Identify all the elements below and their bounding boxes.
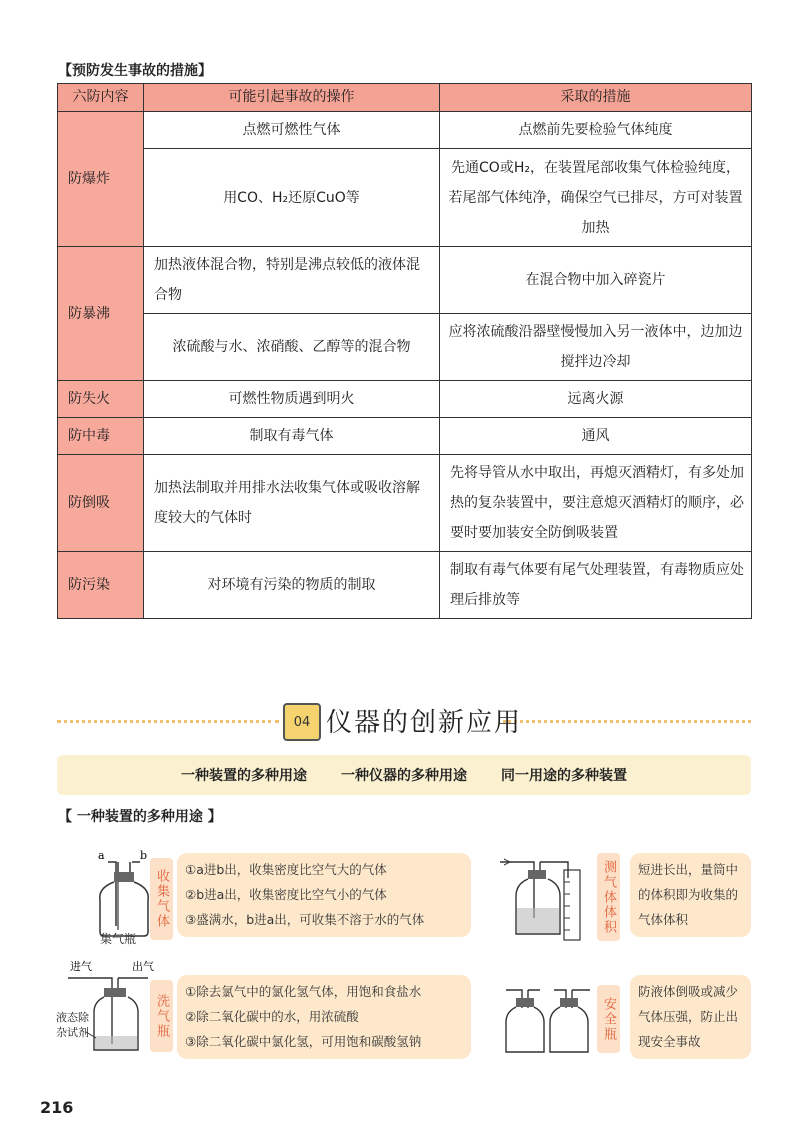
measure-cell: 制取有毒气体要有尾气处理装置，有毒物质应处理后排放等 — [440, 552, 752, 619]
operation-cell: 加热法制取并用排水法收集气体或吸收溶解度较大的气体时 — [144, 455, 440, 552]
category-cell: 防倒吸 — [58, 455, 144, 552]
note-line: ②b进a出，收集密度比空气小的气体 — [185, 887, 387, 902]
tag-collect-gas: 收集气体 — [150, 858, 173, 940]
banner-item: 同一用途的多种装置 — [501, 768, 627, 784]
note-safety-bottle: 防液体倒吸或减少气体压强，防止出现安全事故 — [630, 975, 751, 1059]
category-cell: 防失火 — [58, 381, 144, 418]
gas-washing-bottle-diagram — [56, 958, 156, 1058]
note-line: ②除二氧化碳中的水，用浓硫酸 — [185, 1009, 359, 1024]
header-measure: 采取的措施 — [440, 84, 752, 112]
measure-cell: 应将浓硫酸沿器壁慢慢加入另一液体中，边加边搅拌边冷却 — [440, 314, 752, 381]
page-number: 216 — [40, 1098, 74, 1117]
label-reagent: 液态除杂试剂 — [56, 1011, 89, 1039]
topic-banner — [57, 755, 751, 795]
safety-table — [57, 83, 752, 619]
table-row — [58, 112, 752, 149]
measure-cell: 点燃前先要检验气体纯度 — [440, 112, 752, 149]
table-row — [58, 314, 752, 381]
tag-measure-volume: 测气体体积 — [597, 853, 620, 941]
operation-cell: 浓硫酸与水、浓硝酸、乙醇等的混合物 — [144, 314, 440, 381]
category-cell: 防中毒 — [58, 418, 144, 455]
dotted-divider-left — [57, 720, 279, 723]
table-row — [58, 455, 752, 552]
measure-cell: 远离火源 — [440, 381, 752, 418]
tag-wash-gas: 洗气瓶 — [150, 980, 173, 1052]
section-title: 【预防发生事故的措施】 — [58, 63, 212, 79]
label-a: a — [98, 849, 105, 862]
table-header-row — [58, 84, 752, 112]
safety-bottle-diagram — [500, 978, 600, 1058]
gas-volume-measurement-diagram — [498, 848, 598, 943]
header-operation: 可能引起事故的操作 — [144, 84, 440, 112]
measure-cell: 通风 — [440, 418, 752, 455]
note-line: ①除去氯气中的氯化氢气体，用饱和食盐水 — [185, 984, 422, 999]
operation-cell: 制取有毒气体 — [144, 418, 440, 455]
operation-cell: 点燃可燃性气体 — [144, 112, 440, 149]
banner-item: 一种装置的多种用途 — [181, 768, 307, 784]
operation-cell: 用CO、H₂还原CuO等 — [144, 149, 440, 247]
chapter-number-badge: 04 — [283, 703, 321, 741]
banner-item: 一种仪器的多种用途 — [341, 768, 467, 784]
operation-cell: 可燃性物质遇到明火 — [144, 381, 440, 418]
note-line: ③除二氧化碳中氯化氢，可用饱和碳酸氢钠 — [185, 1034, 422, 1049]
measure-cell: 先通CO或H₂，在装置尾部收集气体检验纯度，若尾部气体纯净，确保空气已排尽，方可对装置加热 — [440, 149, 752, 247]
measure-cell: 在混合物中加入碎瓷片 — [440, 247, 752, 314]
note-measure-volume: 短进长出，量筒中的体积即为收集的气体体积 — [630, 853, 751, 937]
category-cell: 防爆炸 — [58, 112, 144, 247]
category-cell: 防污染 — [58, 552, 144, 619]
table-row — [58, 247, 752, 314]
dotted-divider-right — [503, 720, 751, 723]
note-line: ③盛满水，b进a出，可收集不溶于水的气体 — [185, 912, 425, 927]
table-row — [58, 418, 752, 455]
category-cell: 防暴沸 — [58, 247, 144, 381]
label-b: b — [140, 849, 148, 862]
label-in: 进气 — [70, 960, 92, 973]
note-collect-gas — [177, 853, 471, 937]
operation-cell: 对环境有污染的物质的制取 — [144, 552, 440, 619]
tag-safety-bottle: 安全瓶 — [597, 985, 620, 1053]
label-out: 出气 — [132, 960, 154, 973]
operation-cell: 加热液体混合物，特别是沸点较低的液体混合物 — [144, 247, 440, 314]
caption-gas-bottle: 集气瓶 — [100, 932, 137, 946]
note-line: ①a进b出，收集密度比空气大的气体 — [185, 862, 387, 877]
subsection-title: 【 一种装置的多种用途 】 — [58, 809, 222, 825]
measure-cell: 先将导管从水中取出，再熄灭酒精灯，有多处加热的复杂装置中，要注意熄灭酒精灯的顺序，必要时要加装安全防倒吸装置 — [440, 455, 752, 552]
note-wash-gas — [177, 975, 471, 1059]
table-row — [58, 552, 752, 619]
table-row — [58, 149, 752, 247]
chapter-title: 仪器的创新应用 — [326, 708, 523, 738]
table-row — [58, 381, 752, 418]
header-category: 六防内容 — [58, 84, 144, 112]
